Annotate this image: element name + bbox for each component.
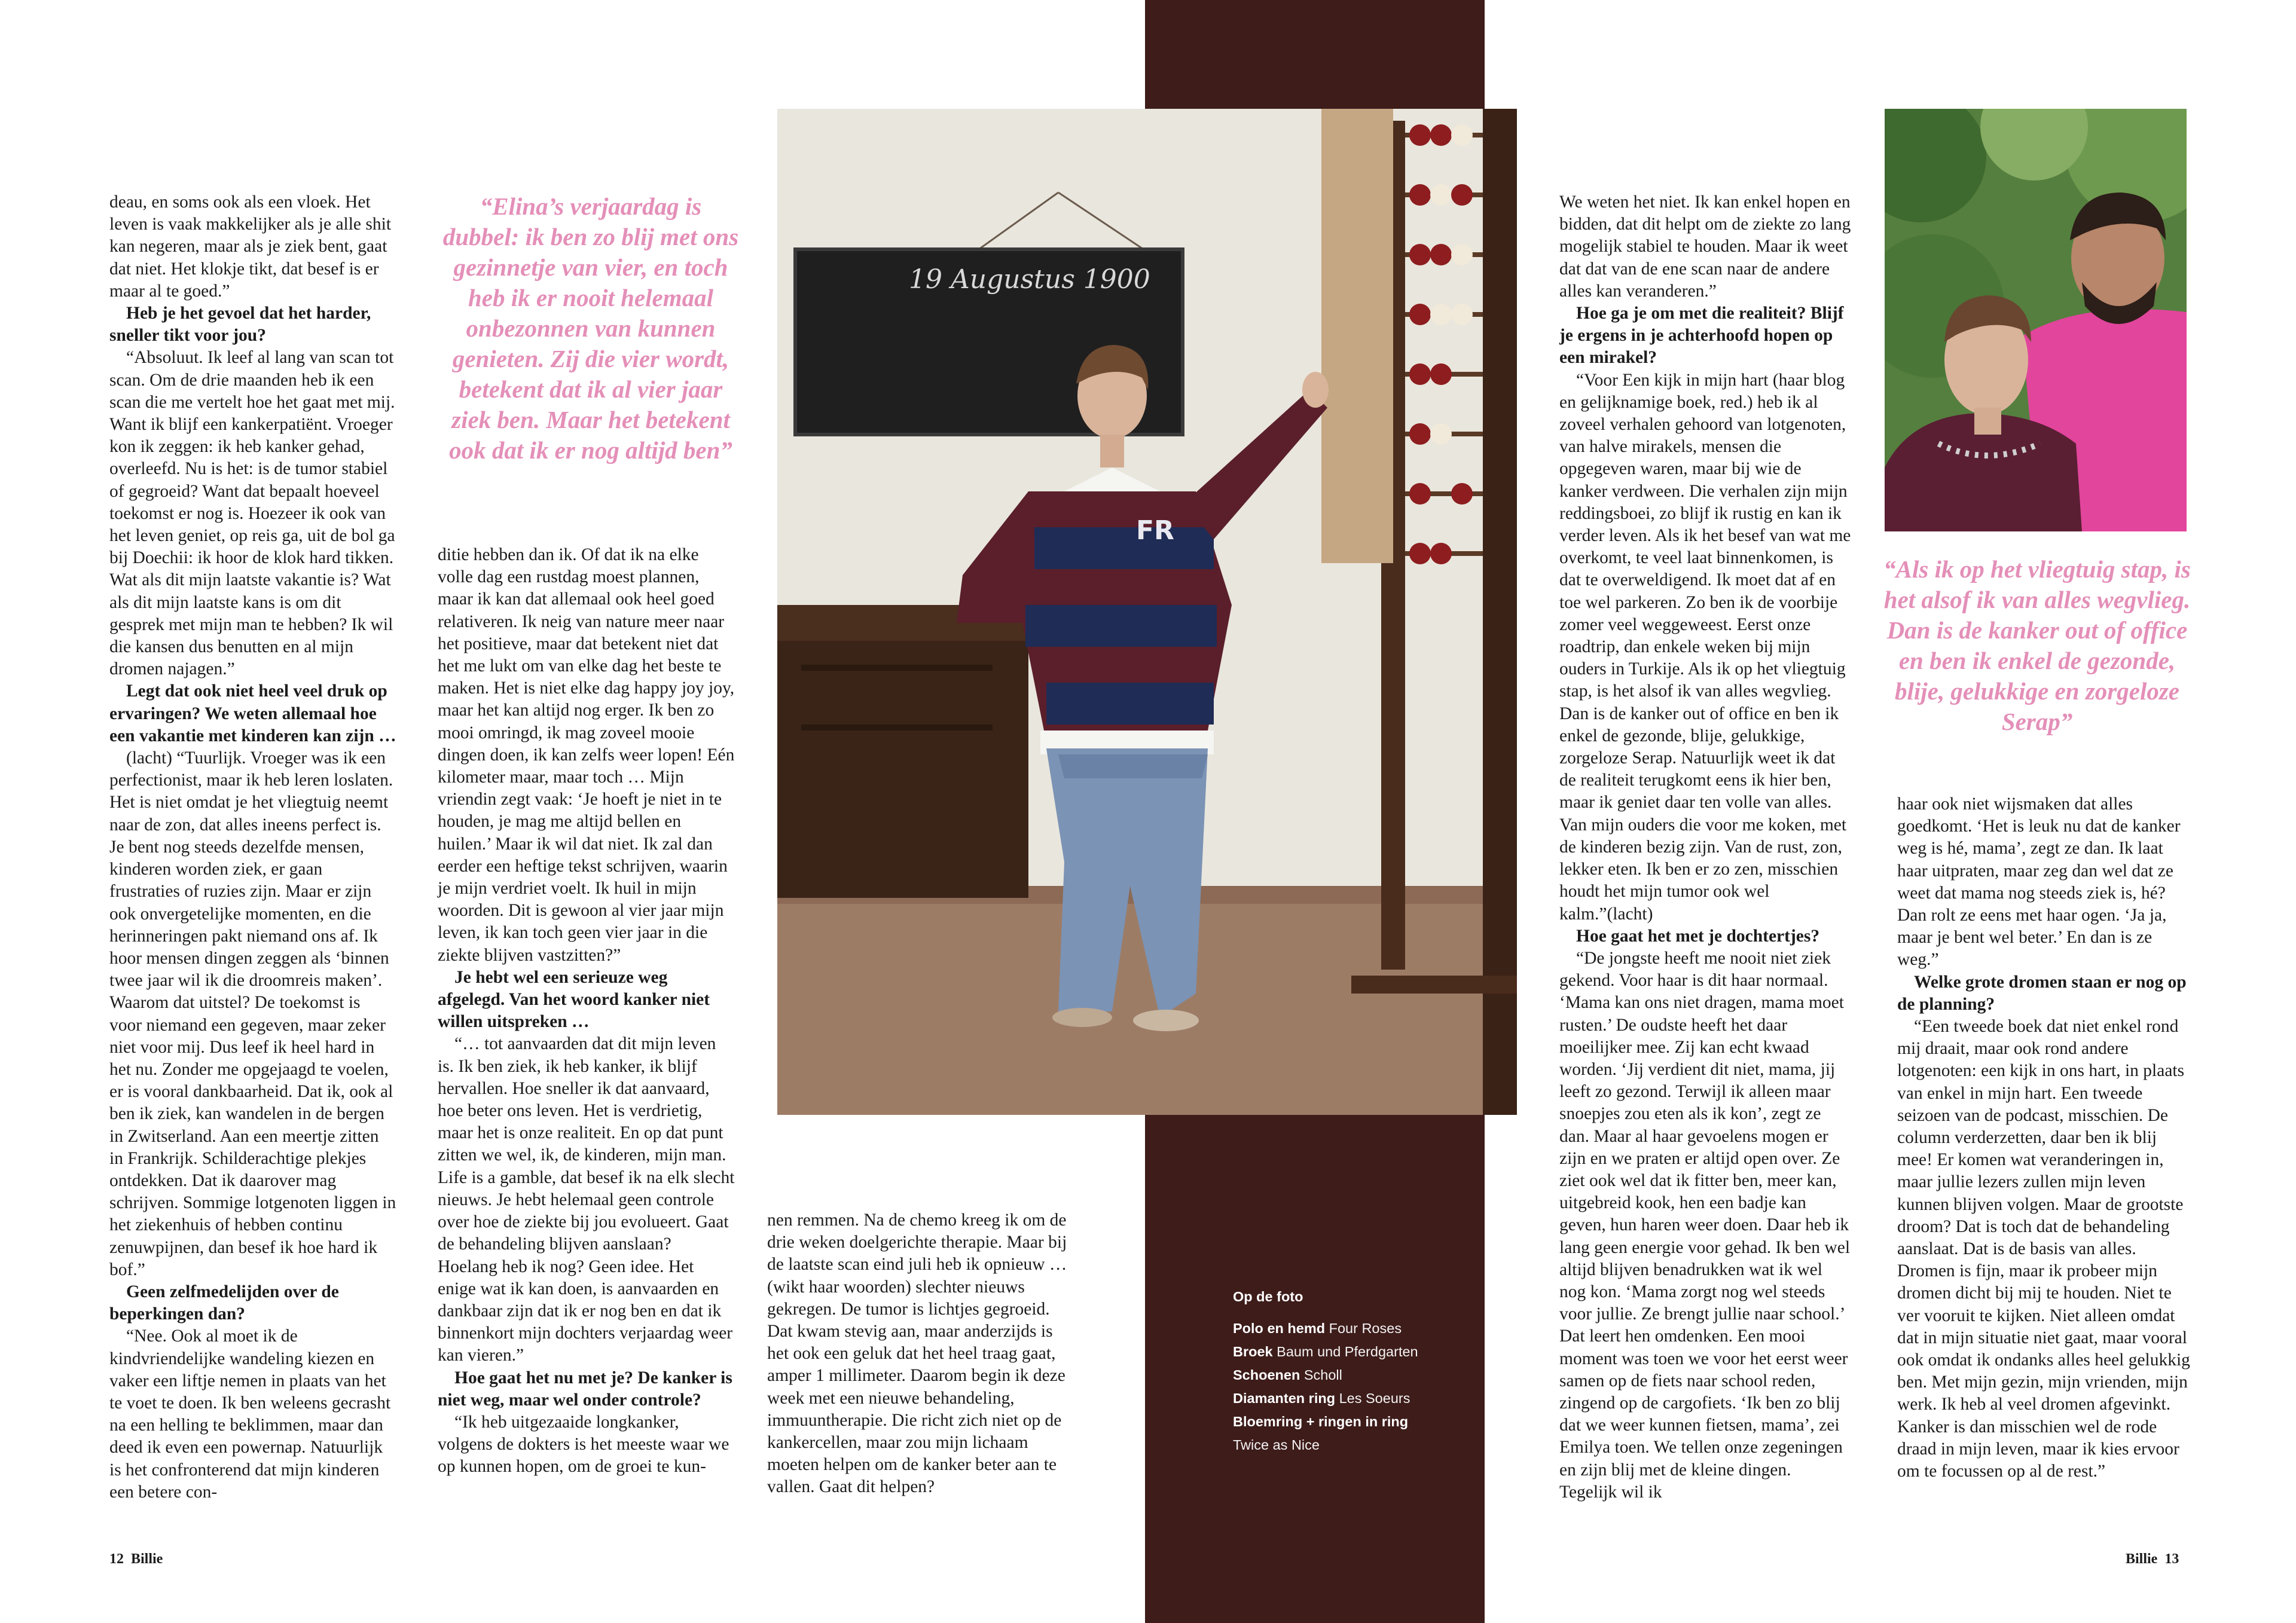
photo-credits xyxy=(1233,1285,1418,1457)
folio-right xyxy=(2126,1551,2179,1567)
magazine-name: Billie xyxy=(131,1551,163,1567)
credits-title: Op de foto xyxy=(1233,1289,1303,1304)
credit-line xyxy=(1233,1434,1418,1457)
interview-question: Heb je het gevoel dat het harder, sneller tikt voor jou? xyxy=(109,304,371,346)
credit-label: Schoenen xyxy=(1233,1367,1300,1383)
article-column-5 xyxy=(1897,793,2190,1483)
interview-question: Welke grote dromen staan er nog op de planning? xyxy=(1897,972,2187,1014)
interview-question: Legt dat ook niet heel veel druk op ervaringen? We weten allemaal hoe een vakantie met kinderen kan zijn … xyxy=(109,681,396,745)
credit-label: Diamanten ring xyxy=(1233,1390,1336,1406)
folio-left xyxy=(109,1551,163,1567)
credit-label: Broek xyxy=(1233,1344,1273,1359)
main-portrait-photo xyxy=(777,109,1517,1115)
paragraph: “… tot aanvaarden dat dit mijn leven is. Ik ben ziek, ik heb kanker, ik blijf hervallen. Hoe sneller ik dat aanvaard, hoe beter ons leven. Het is verdrietig, maar het is onze realiteit. En op dat punt zitten we wel, ik, de kinderen, mijn man. Life is a gamble, dat besef ik na elk slecht nieuws. Je hebt helemaal geen controle over hoe de ziekte bij jou evolueert. Gaat de behandeling blijven aanslaan? Hoelang heb ik nog? Geen idee. Het enige wat ik kan doen, is aanvaarden en dankbaar zijn dat ik er nog ben en dat ik binnenkort mijn dochters verjaardag weer kan vieren.” xyxy=(438,1034,735,1365)
credit-label: Bloemring + ringen in ring xyxy=(1233,1414,1409,1429)
interview-question: Hoe ga je om met die realiteit? Blijf je ergens in je achterhoofd hopen op een mirakel? xyxy=(1559,304,1844,368)
article-column-4 xyxy=(1559,191,1851,1503)
article-column-3 xyxy=(767,1209,1078,1499)
credit-value: Twice as Nice xyxy=(1233,1437,1320,1453)
paragraph: ditie hebben dan ik. Of dat ik na elke volle dag een rustdag moest plannen, maar ik kan dat allemaal ook heel goed relativeren. Ik neig van nature meer naar het positieve, maar dat betekent niet dat het me lukt om van elke dag het beste te maken. Het is niet elke dag happy joy joy, maar het kan altijd nog erger. Ik ben zo mooi omringd, ik mag zoveel mooie dingen doen, ik kan zelfs weer lopen! Eén kilometer maar, maar toch … Mijn vriendin zegt vaak: ‘Je hoeft je niet in te houden, je mag me altijd bellen en huilen.’ Maar ik wil dat niet. Ik zal dan eerder een heftige tekst schrijven, waarin je mijn verdriet voelt. Ik huil in mijn woorden. Dit is gewoon al vier jaar mijn leven, ik kan toch geen vier jaar in die ziekte blijven vastzitten?” xyxy=(438,545,735,965)
paragraph: “Ik heb uitgezaaide longkanker, volgens de dokters is het meeste waar we op kunnen hopen, om de groei te kun- xyxy=(438,1412,729,1477)
paragraph: “De jongste heeft me nooit niet ziek gekend. Voor haar is dit haar normaal. ‘Mama kan ons niet dragen, mama moet rusten.’ De oudste heeft het daar moeilijker mee. Zij kan echt kwaad worden. ‘Jij verdient dit niet, mama, jij leeft zo gezond. Terwijl ik alleen maar snoepjes zou eten als ik kon’, zegt ze dan. Maar al haar gevoelens mogen er zijn en we praten er altijd open over. Ze ziet ook wel dat ik fitter ben, meer kan, uitgebreid kook, hen een badje kan geven, hun haren weer doen. Daar heb ik lang geen energie voor gehad. Ik ben wel altijd blijven benadrukken wat ik wel nog kon. ‘Mama zorgt nog wel steeds voor jullie. Ze brengt jullie naar school.’ Dat leert hen omdenken. Een mooi moment was toen we voor het eerst weer samen op de fiets naar school reden, zingend op de cargofiets. ‘Ik ben zo blij dat we weer kunnen fietsen, mama’, zei Emilya toen. We tellen onze zegeningen en zijn blij met de kleine dingen. Tegelijk wil ik xyxy=(1559,948,1851,1502)
credit-value: Scholl xyxy=(1303,1367,1342,1383)
credit-line xyxy=(1233,1340,1418,1364)
interview-question: Hoe gaat het nu met je? De kanker is niet weg, maar wel onder controle? xyxy=(438,1368,732,1410)
pull-quote-2: “Als ik op het vliegtuig stap, is het alsof ik van alles wegvlieg. Dan is de kanker out of office en ben ik enkel de gezonde, blije, gelukkige en zorgeloze Serap” xyxy=(1883,555,2191,735)
page-number: 13 xyxy=(2164,1551,2179,1567)
credit-label: Polo en hemd xyxy=(1233,1321,1326,1336)
paragraph: (lacht) “Tuurlijk. Vroeger was ik een perfectionist, maar ik heb leren loslaten. Het is niet omdat je het vliegtuig neemt naar de zon, dat alles ineens perfect is. Je bent nog steeds dezelfde mensen, kinderen worden ziek, er gaan frustraties of ruzies zijn. Maar er zijn ook onvergetelijke momenten, en die herinneringen pakt niemand ons af. Ik hoor mensen dingen zeggen als ‘binnen twee jaar wil ik die droomreis maken’. Waarom dat uitstel? De toekomst is voor niemand een gegeven, maar zeker niet voor mij. Dus leef ik heel hard in het nu. Zonder me opgejaagd te voelen, er is vooral dankbaarheid. Dat ik, ook al ben ik ziek, kan wandelen in de bergen in Zwitserland. Aan een meertje zitten in Frankrijk. Schilderachtige plekjes ontdekken. Dat ik daarover mag schrijven. Sommige lotgenoten liggen in het ziekenhuis of hebben continu zenuwpijnen, dan besef ik hoe hard ik bof.” xyxy=(109,748,396,1279)
credit-line xyxy=(1233,1317,1418,1340)
page-number: 12 xyxy=(109,1551,124,1567)
paragraph: “Voor Een kijk in mijn hart (haar blog en gelijknamige boek, red.) heb ik al zoveel verhalen gehoord van lotgenoten, van halve mirakels, mensen die opgegeven waren, maar bij wie de kanker verdween. Die verhalen zijn mijn reddingsboei, zo blijf ik rustig en kan ik verder leven. Als ik het besef van wat me overkomt, te veel laat binnenkomen, is dat te overweldigend. Ik moet dat af en toe wel parkeren. Zo ben ik de voorbije zomer veel weggeweest. Eerst onze roadtrip, dan enkele weken bij mijn ouders in Turkije. Als ik op het vliegtuig stap, is het alsof ik van alles wegvlieg. Dan is de kanker out of office en ben ik enkel de gezonde, blije, gelukkige, zorgeloze Serap. Natuurlijk weet ik dat de realiteit terugkomt eens ik hier ben, maar ik geniet daar ten volle van alles. Van mijn ouders die voor me koken, met de kinderen bezig zijn. Van de rust, zon, lekker eten. Ik ben er zo zen, misschien houdt het mijn tumor ook wel kalm.”(lacht) xyxy=(1559,370,1851,924)
paragraph: “Absoluut. Ik leef al lang van scan tot scan. Om de drie maanden heb ik een scan die me vertelt hoe het gaat met mij. Want ik blijf een kankerpatiënt. Vroeger kon ik zeggen: ik heb kanker gehad, overleefd. Nu is het: is de tumor stabiel of gegroeid? Want dat bepaalt hoeveel toekomst er nog is. Hoezeer ik ook van het leven geniet, op reis ga, uit de bol ga bij Doechii: ik hoor de klok hard tikken. Wat als dit mijn laatste vakantie is? Wat als dit mijn laatste kans is om dit gesprek met mijn man te hebben? Ik wil die kansen dus benutten en al mijn dromen najagen.” xyxy=(109,348,395,679)
sweater-letters: FR xyxy=(1136,515,1174,546)
pull-quote-1: “Elina’s verjaardag is dubbel: ik ben zo blij met ons gezinnetje van vier, en toch heb ik er nooit helemaal onbezonnen van kunnen genieten. Zij die vier wordt, betekent dat ik al vier jaar ziek ben. Maar het betekent ook dat ik er nog altijd ben” xyxy=(442,192,739,464)
article-column-1 xyxy=(109,191,396,1503)
paragraph: deau, en soms ook als een vloek. Het leven is vaak makkelijker als je alle shit kan negeren, maar als je ziek bent, gaat dat niet. Het klokje tikt, dat besef is er maar al te goed.” xyxy=(109,192,392,301)
couple-illustration xyxy=(1885,109,2187,531)
paragraph: haar ook niet wijsmaken dat alles goedkomt. ‘Het is leuk nu dat de kanker weg is hé, mama’, zegt ze dan. Ik laat haar uitpraten, maar zeg dan wel dat ze weet dat mama nog steeds ziek is, hé? Dan rolt ze eens met haar ogen. ‘Ja ja, maar je bent wel beter.’ En dan is ze weg.” xyxy=(1897,794,2181,970)
chalkboard-text: 19 Augustus 1900 xyxy=(909,264,1150,295)
paragraph: We weten het niet. Ik kan enkel hopen en bidden, dat dit helpt om de ziekte zo lang mogelijk stabiel te houden. Maar ik weet dat dat van de ene scan naar de andere alles kan veranderen.” xyxy=(1559,192,1851,301)
paragraph: “Nee. Ook al moet ik de kindvriendelijke wandeling kiezen en vaker een liftje nemen in plaats van het te voet te doen. Ik ben weleens gecrasht na een helling te beklimmen, maar dan deed ik even een powernap. Natuurlijk is het confronterend dat mijn kinderen een betere con- xyxy=(109,1326,391,1502)
credit-value: Les Soeurs xyxy=(1339,1390,1410,1406)
portrait-illustration xyxy=(777,109,1517,1115)
interview-question: Je hebt wel een serieuze weg afgelegd. Van het woord kanker niet willen uitspreken … xyxy=(438,967,710,1032)
couple-photo xyxy=(1885,109,2187,531)
magazine-name: Billie xyxy=(2126,1551,2158,1567)
credit-line xyxy=(1233,1410,1418,1434)
credit-line xyxy=(1233,1387,1418,1410)
credit-value: Baum und Pferdgarten xyxy=(1277,1344,1418,1359)
paragraph: “Een tweede boek dat niet enkel rond mij draait, maar ook rond andere lotgenoten: een kijk in ons hart, in plaats van enkel in mijn hart. Een tweede seizoen van de podcast, misschien. De column verderzetten, daar ben ik blij mee! Er komen wat veranderingen in, maar jullie lezers zullen mijn leven kunnen blijven volgen. Maar de grootste droom? Dat is toch dat de behandeling aanslaat. Dat is de basis van alles. Dromen is fijn, maar ik probeer mijn dromen dicht bij mij te houden. Niet te ver vooruit te kijken. Niet alleen omdat dat in mijn situatie niet gaat, maar vooral ook omdat ik ondanks alles heel gelukkig ben. Met mijn gezin, mijn vrienden, mijn werk. Ik heb al veel dromen afgevinkt. Kanker is dan misschien wel de rode draad in mijn leven, maar ik kies ervoor om te focussen op al de rest.” xyxy=(1897,1017,2190,1481)
interview-question: Geen zelfmedelijden over de beperkingen dan? xyxy=(109,1282,339,1324)
interview-question: Hoe gaat het met je dochtertjes? xyxy=(1576,926,1820,946)
credit-line xyxy=(1233,1364,1418,1387)
paragraph: nen remmen. Na de chemo kreeg ik om de drie weken doelgerichte therapie. Maar bij de laatste scan eind juli heb ik opnieuw … (wikt haar woorden) slechter nieuws gekregen. De tumor is lichtjes gegroeid. Dat kwam stevig aan, maar anderzijds is het ook een geluk dat het heel traag gaat, amper 1 millimeter. Daarom begin ik deze week met een nieuwe behandeling, immuuntherapie. Die richt zich niet op de kankercellen, maar zou mijn lichaam moeten helpen om de kanker beter aan te vallen. Gaat dit helpen? xyxy=(767,1211,1067,1497)
article-column-2 xyxy=(438,544,735,1478)
credit-value: Four Roses xyxy=(1329,1321,1402,1336)
